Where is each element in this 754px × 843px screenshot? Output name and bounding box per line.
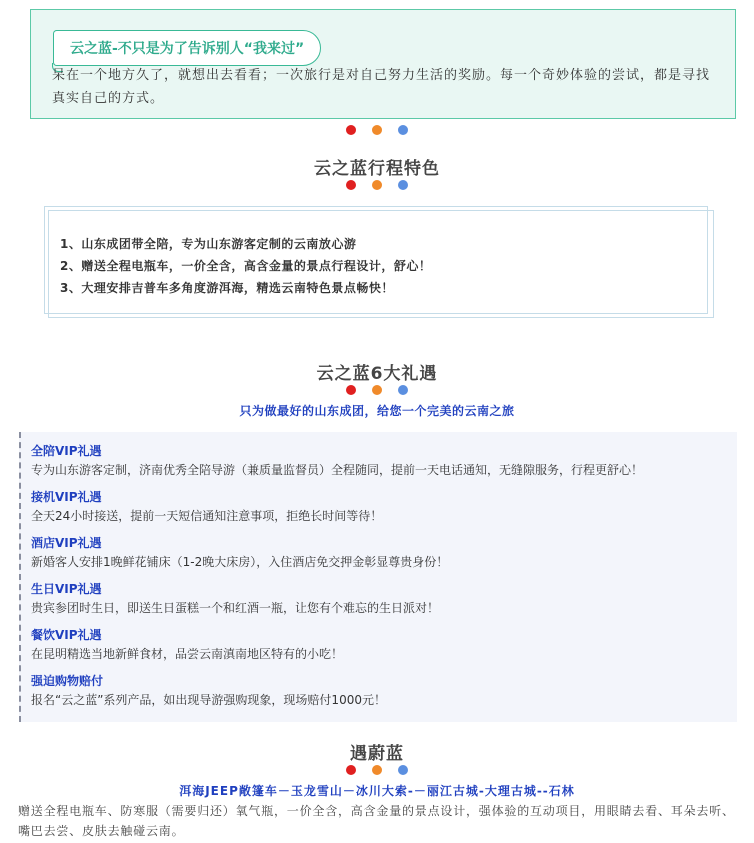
intro-text: 呆在一个地方久了，就想出去看看；一次旅行是对自己努力生活的奖励。每一个奇妙体验的尝试，都是寻找真实自己的方式。 [52, 68, 711, 106]
gift-item [31, 626, 343, 664]
blue-dot-icon [398, 765, 408, 775]
gift-title: 强迫购物赔付 [31, 674, 104, 688]
blue-dot-icon [398, 180, 408, 190]
gift-desc: 贵宾参团时生日，即送生日蛋糕一个和红酒一瓶，让您有个难忘的生日派对！ [31, 601, 440, 615]
gift-item [31, 442, 643, 480]
blue-dot-icon [398, 385, 408, 395]
intro-tab [53, 30, 321, 66]
gift-desc: 报名“云之蓝”系列产品，如出现导游强购现象，现场赔付1000元！ [31, 693, 386, 707]
gift-desc: 新婚客人安排1晚鲜花铺床（1-2晚大床房），入住酒店免交押金彰显尊贵身份！ [31, 555, 449, 569]
feature-item: 3、大理安排吉普车多角度游洱海，精选云南特色景点畅快！ [60, 281, 394, 295]
gift-desc: 全天24小时接送，提前一天短信通知注意事项，拒绝长时间等待！ [31, 509, 383, 523]
gift-desc: 在昆明精选当地新鲜食材，品尝云南滇南地区特有的小吃！ [31, 647, 344, 661]
red-dot-icon [346, 765, 356, 775]
closing-text: 赠送全程电瓶车、防寒服（需要归还）氧气瓶，一价全含，高含金量的景点设计，强体验的互动项目，用眼睛去看、耳朵去听、嘴巴去尝、皮肤去触碰云南。 [18, 804, 735, 838]
orange-dot-icon [372, 180, 382, 190]
gift-item [31, 488, 382, 526]
divider-dots [0, 385, 754, 395]
gift-title: 酒店VIP礼遇 [31, 536, 102, 550]
gifts-title: 云之蓝6大礼遇 [316, 364, 438, 384]
feature-item: 2、赠送全程电瓶车，一价全含，高含金量的景点行程设计，舒心！ [60, 259, 432, 273]
red-dot-icon [346, 125, 356, 135]
route-text: 洱海JEEP敞篷车－玉龙雪山－冰川大索-－丽江古城-大理古城--石林 [179, 784, 575, 798]
feature-list [60, 233, 431, 299]
divider-dots [0, 125, 754, 135]
gift-title: 餐饮VIP礼遇 [31, 628, 102, 642]
intro-tab-title: 云之蓝-不只是为了告诉别人“我来过” [70, 41, 305, 57]
orange-dot-icon [372, 385, 382, 395]
gift-title: 生日VIP礼遇 [31, 582, 102, 596]
gift-desc: 专为山东游客定制，济南优秀全陪导游（兼质量监督员）全程随同，提前一天电话通知，无缝隙服务，行程更舒心！ [31, 463, 644, 477]
gift-title: 接机VIP礼遇 [31, 490, 102, 504]
closing-title: 遇蔚蓝 [350, 744, 404, 764]
gift-item [31, 580, 439, 618]
orange-dot-icon [372, 125, 382, 135]
gift-item [31, 534, 448, 572]
gift-title: 全陪VIP礼遇 [31, 444, 102, 458]
red-dot-icon [346, 180, 356, 190]
divider-dots [0, 180, 754, 190]
orange-dot-icon [372, 765, 382, 775]
gifts-subtitle: 只为做最好的山东成团，给您一个完美的云南之旅 [239, 404, 515, 418]
divider-dots [0, 765, 754, 775]
features-title: 云之蓝行程特色 [314, 159, 440, 179]
feature-item: 1、山东成团带全陪，专为山东游客定制的云南放心游 [60, 237, 357, 251]
gift-item [31, 672, 386, 710]
blue-dot-icon [398, 125, 408, 135]
red-dot-icon [346, 385, 356, 395]
